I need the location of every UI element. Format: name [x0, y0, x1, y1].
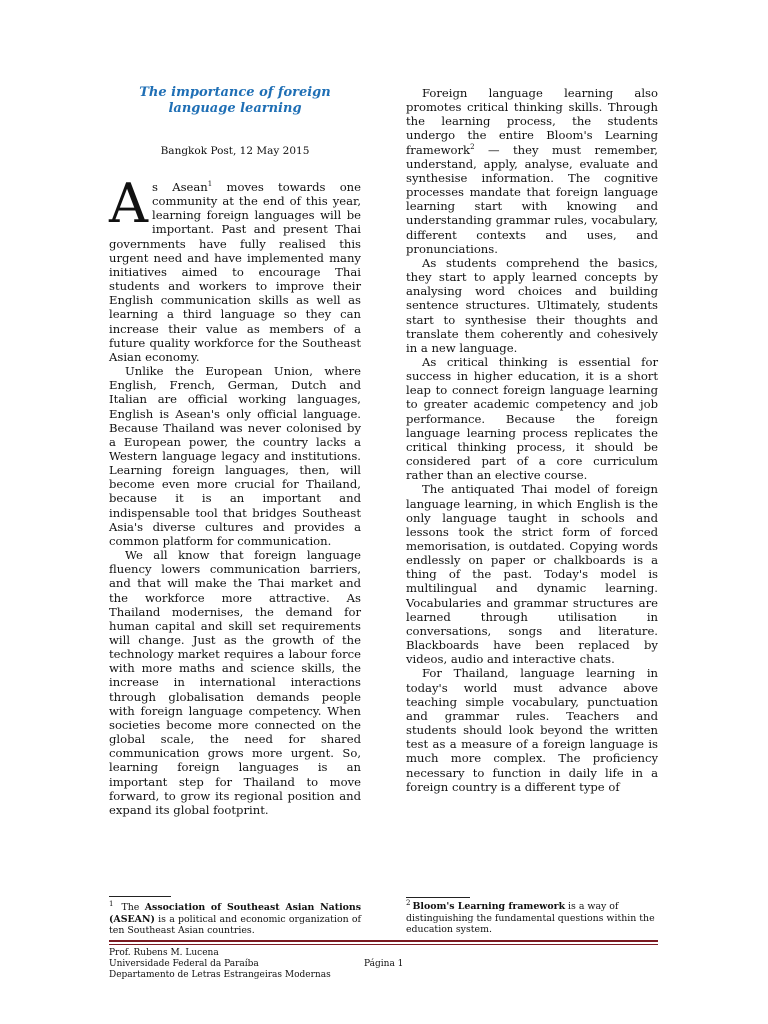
footnote-2-number: 2 [406, 898, 411, 907]
footer-department: Departamento de Letras Estrangeiras Modernas [109, 970, 331, 980]
footer-rule-thin [109, 944, 658, 945]
paragraph-2: Unlike the European Union, where English, French, German, Dutch and Italian are official working languages, English is Asean's only official language. Because Thailand was never colonised by a European power, the country lacks a Western language legacy and institutions. Learning foreign languages, then, will become even more crucial for Thailand, because it is an important and indispensable tool that bridges Southeast Asia's diverse cultures and provides a common platform for communication. [109, 364, 361, 548]
footnote-separator-right [406, 897, 470, 898]
footnote-separator-left [109, 896, 171, 897]
paragraph-7: The antiquated Thai model of foreign language learning, in which English is the only language taught in schools and lessons took the strict form of forced memorisation, is outdated. Copying words endlessly on paper or chalkboards is a thing of the past. Today's model is multilingual and dynamic learning. Vocabularies and grammar structures are learned through utilisation in conversations, songs and literature. Blackboards have been replaced by videos, audio and interactive chats. [406, 482, 658, 667]
article-source: Bangkok Post, 12 May 2015 [160, 145, 310, 157]
paragraph-1-rest: moves towards one community at the end of this year, learning foreign languages will be important. Past and present Thai governments have fully realised this urgent need and have implemented many initiatives aimed to encourage Thai students and workers to improve their English communication skills as well as learning a third language so they can increase their value as members of a future quality workforce for the Southeast Asian economy. [109, 180, 361, 364]
footnote-1 [109, 899, 361, 937]
footer-rule-thick [109, 940, 658, 942]
footnote-1-term: Association of Southeast Asian Nations (ASEAN) [109, 902, 361, 925]
paragraph-1-start: s Asean [152, 180, 208, 194]
footnote-2 [406, 898, 658, 936]
paragraph-4-start: Foreign language learning also promotes critical thinking skills. Through the learning process, the students undergo the entire Bloom's Learning framework [406, 86, 658, 157]
paragraph-3: We all know that foreign language fluency lowers communication barriers, and that will make the Thai market and the workforce more attractive. As Thailand modernises, the demand for human capital and skill set requirements will change. Just as the growth of the technology market requires a labour force with more maths and science skills, the increase in international interactions through globalisation demands people with foreign language competency. When societies become more connected on the global scale, the need for shared communication grows more urgent. So, learning foreign languages is an important step for Thailand to move forward, to grow its regional position and expand its global footprint. [109, 548, 361, 817]
footnote-ref-2[interactable]: 2 [470, 142, 475, 151]
footnote-2-term: Bloom's Learning framework [412, 901, 566, 912]
footnote-2-text: is a way of distinguishing the fundamental questions within the education system. [406, 901, 655, 935]
right-column [406, 86, 658, 794]
paragraph-6: As critical thinking is essential for success in higher education, it is a short leap to connect foreign language learning to greater academic competency and job performance. Because the foreign language learning process replicates the critical thinking process, it should be considered part of a core curriculum rather than an elective course. [406, 354, 658, 483]
page-number: Página 1 [364, 959, 404, 969]
footer-author: Prof. Rubens M. Lucena [109, 948, 219, 958]
paragraph-4-rest: — they must remember, understand, apply, analyse, evaluate and synthesise information. The cognitive processes mandate that foreign language learning start with knowing and understanding grammar rules, vocabulary, different contexts and uses, and pronunciations. [406, 142, 658, 256]
paragraph-4 [406, 86, 658, 256]
article-title: The importance of foreign language learning [139, 85, 331, 116]
footnote-1-text: is a political and economic organization of ten Southeast Asian countries. [109, 913, 361, 936]
footer-university: Universidade Federal da Paraíba [109, 959, 259, 969]
drop-cap: A [109, 172, 148, 235]
paragraph-1 [109, 172, 361, 364]
footer-author-block [109, 948, 331, 981]
paragraph-5: As students comprehend the basics, they start to apply learned concepts by analysing word choices and building sentence structures. Ultimately, students start to synthesise their thoughts and translate them coherently and cohesively in a new language. [406, 255, 658, 355]
footnote-1-prefix: The [121, 902, 145, 913]
footnote-ref-1[interactable]: 1 [207, 180, 213, 189]
footnote-1-number: 1 [109, 899, 114, 908]
paragraph-8: For Thailand, language learning in today's world must advance above teaching simple vocabulary, punctuation and grammar rules. Teachers and students should look beyond the written test as a measure of a foreign language is much more complex. The proficiency necessary to function in daily life in a foreign country is a different type of [406, 666, 658, 794]
left-column [109, 172, 361, 817]
